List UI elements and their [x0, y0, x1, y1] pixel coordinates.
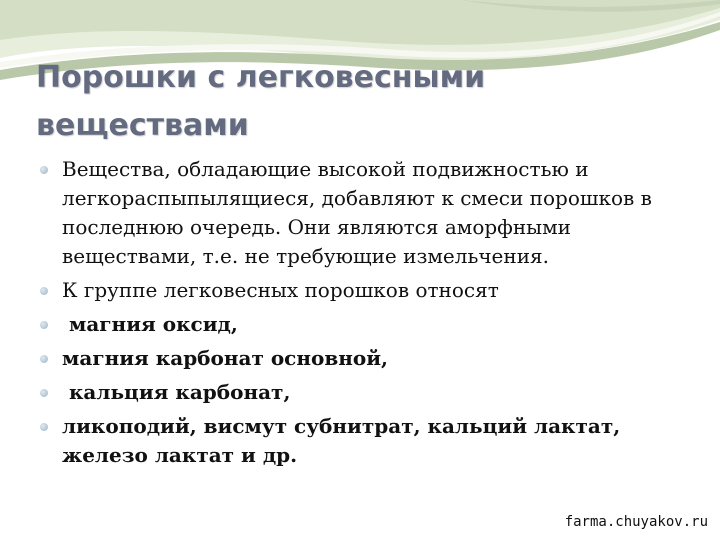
bullet-item: [40, 310, 690, 339]
bullet-dot-icon: [40, 287, 48, 295]
slide-title: Порошки с легковесными веществами: [36, 60, 486, 143]
bullet-item: [40, 344, 690, 373]
bullet-dot-icon: [40, 389, 48, 397]
footer-source-link[interactable]: farma.chuyakov.ru: [564, 514, 708, 530]
bullet-text: магния карбонат основной,: [62, 346, 388, 370]
bullet-list: [40, 155, 690, 475]
bullet-dot-icon: [40, 355, 48, 363]
bullet-text: магния оксид,: [62, 312, 238, 336]
bullet-dot-icon: [40, 321, 48, 329]
bullet-item: [40, 412, 690, 470]
bullet-text: ликоподий, висмут субнитрат, кальций лактат, железо лактат и др.: [62, 414, 621, 467]
bullet-text: К группе легковесных порошков относят: [62, 278, 499, 302]
bullet-text: кальция карбонат,: [62, 380, 291, 404]
bullet-text: Вещества, обладающие высокой подвижностью и легкораспыпылящиеся, добавляют к смеси порошков в последнюю очередь. Они являются аморфными веществами, т.е. не требующие измельчения.: [62, 157, 652, 268]
bullet-dot-icon: [40, 423, 48, 431]
bullet-item: [40, 155, 690, 271]
bullet-item: [40, 378, 690, 407]
bullet-item: [40, 276, 690, 305]
bullet-dot-icon: [40, 166, 48, 174]
